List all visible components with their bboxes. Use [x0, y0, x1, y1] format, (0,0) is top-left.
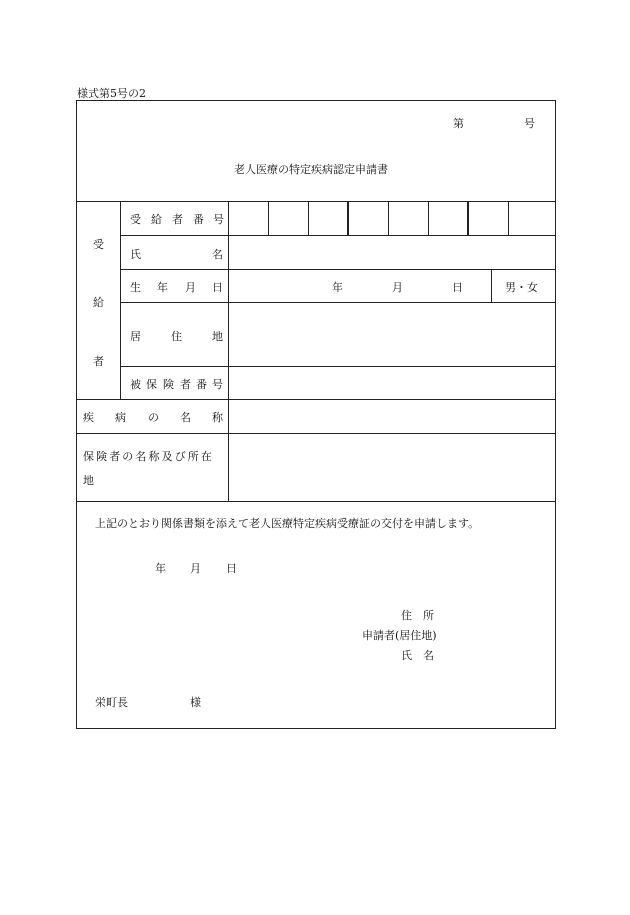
number-box-divider: [268, 201, 269, 235]
date-day: 日: [226, 562, 237, 575]
addressee-name: 栄町長: [95, 696, 128, 709]
row-rule: [76, 433, 556, 434]
row-rule: [76, 399, 556, 400]
label-char: 名: [180, 411, 191, 424]
label-char: 被: [130, 378, 141, 391]
label-char: 日: [212, 281, 223, 294]
birth-day: 日: [452, 281, 463, 294]
form-title: 老人医療の特定疾病認定申請書: [234, 163, 388, 176]
label-char: 給: [151, 213, 162, 226]
group-char: 受: [93, 238, 104, 251]
row-rule: [120, 235, 556, 236]
label-char: 名: [212, 248, 223, 261]
label-char: 号: [213, 213, 224, 226]
number-box-divider: [308, 201, 309, 235]
row-rule: [76, 501, 556, 502]
label-char: 疾: [83, 411, 94, 424]
label-char: 病: [115, 411, 126, 424]
label-char: 番: [196, 378, 207, 391]
number-box-divider: [347, 201, 349, 235]
insurer-label-line1: 保険者の名称及び所在: [83, 450, 214, 463]
birth-year: 年: [332, 281, 343, 294]
number-box-divider: [388, 201, 389, 235]
sex-field: 男・女: [505, 281, 538, 294]
number-box-divider: [508, 201, 509, 235]
date-month: 月: [190, 562, 201, 575]
insurer-label-line2: 地: [83, 474, 94, 487]
label-char: 氏: [130, 248, 141, 261]
label-char: 住: [171, 330, 182, 343]
label-char: 生: [130, 281, 141, 294]
label-char: 険: [163, 378, 174, 391]
row-rule: [120, 366, 556, 367]
label-divider: [228, 201, 229, 501]
form-number: 様式第5号の2: [77, 87, 146, 100]
row-rule: [120, 302, 556, 303]
date-year: 年: [155, 562, 166, 575]
label-char: 保: [146, 378, 157, 391]
header-dai: 第: [453, 117, 464, 130]
label-char: 月: [185, 281, 196, 294]
header-go: 号: [524, 117, 535, 130]
label-char: 年: [157, 281, 168, 294]
sex-divider: [491, 269, 492, 302]
label-char: 受: [130, 213, 141, 226]
statement-text: 上記のとおり関係書類を添えて老人医療特定疾病受療証の交付を申請します。: [95, 517, 480, 530]
group-char: 者: [93, 355, 104, 368]
label-char: の: [148, 411, 159, 424]
table-top-rule: [76, 201, 556, 202]
birth-month: 月: [392, 281, 403, 294]
number-box-divider: [467, 201, 469, 235]
label-char: 者: [180, 378, 191, 391]
group-char: 給: [93, 296, 104, 309]
label-char: 番: [193, 213, 204, 226]
applicant-name-label: 氏 名: [401, 649, 434, 662]
label-char: 居: [130, 330, 141, 343]
group-divider: [120, 201, 121, 399]
label-char: 地: [212, 330, 223, 343]
label-char: 号: [212, 378, 223, 391]
label-char: 称: [212, 411, 223, 424]
number-box-divider: [428, 201, 429, 235]
applicant-address-label: 住 所: [401, 609, 434, 622]
addressee-sama: 様: [190, 696, 201, 709]
label-char: 者: [172, 213, 183, 226]
applicant-label: 申請者(居住地): [362, 629, 437, 642]
